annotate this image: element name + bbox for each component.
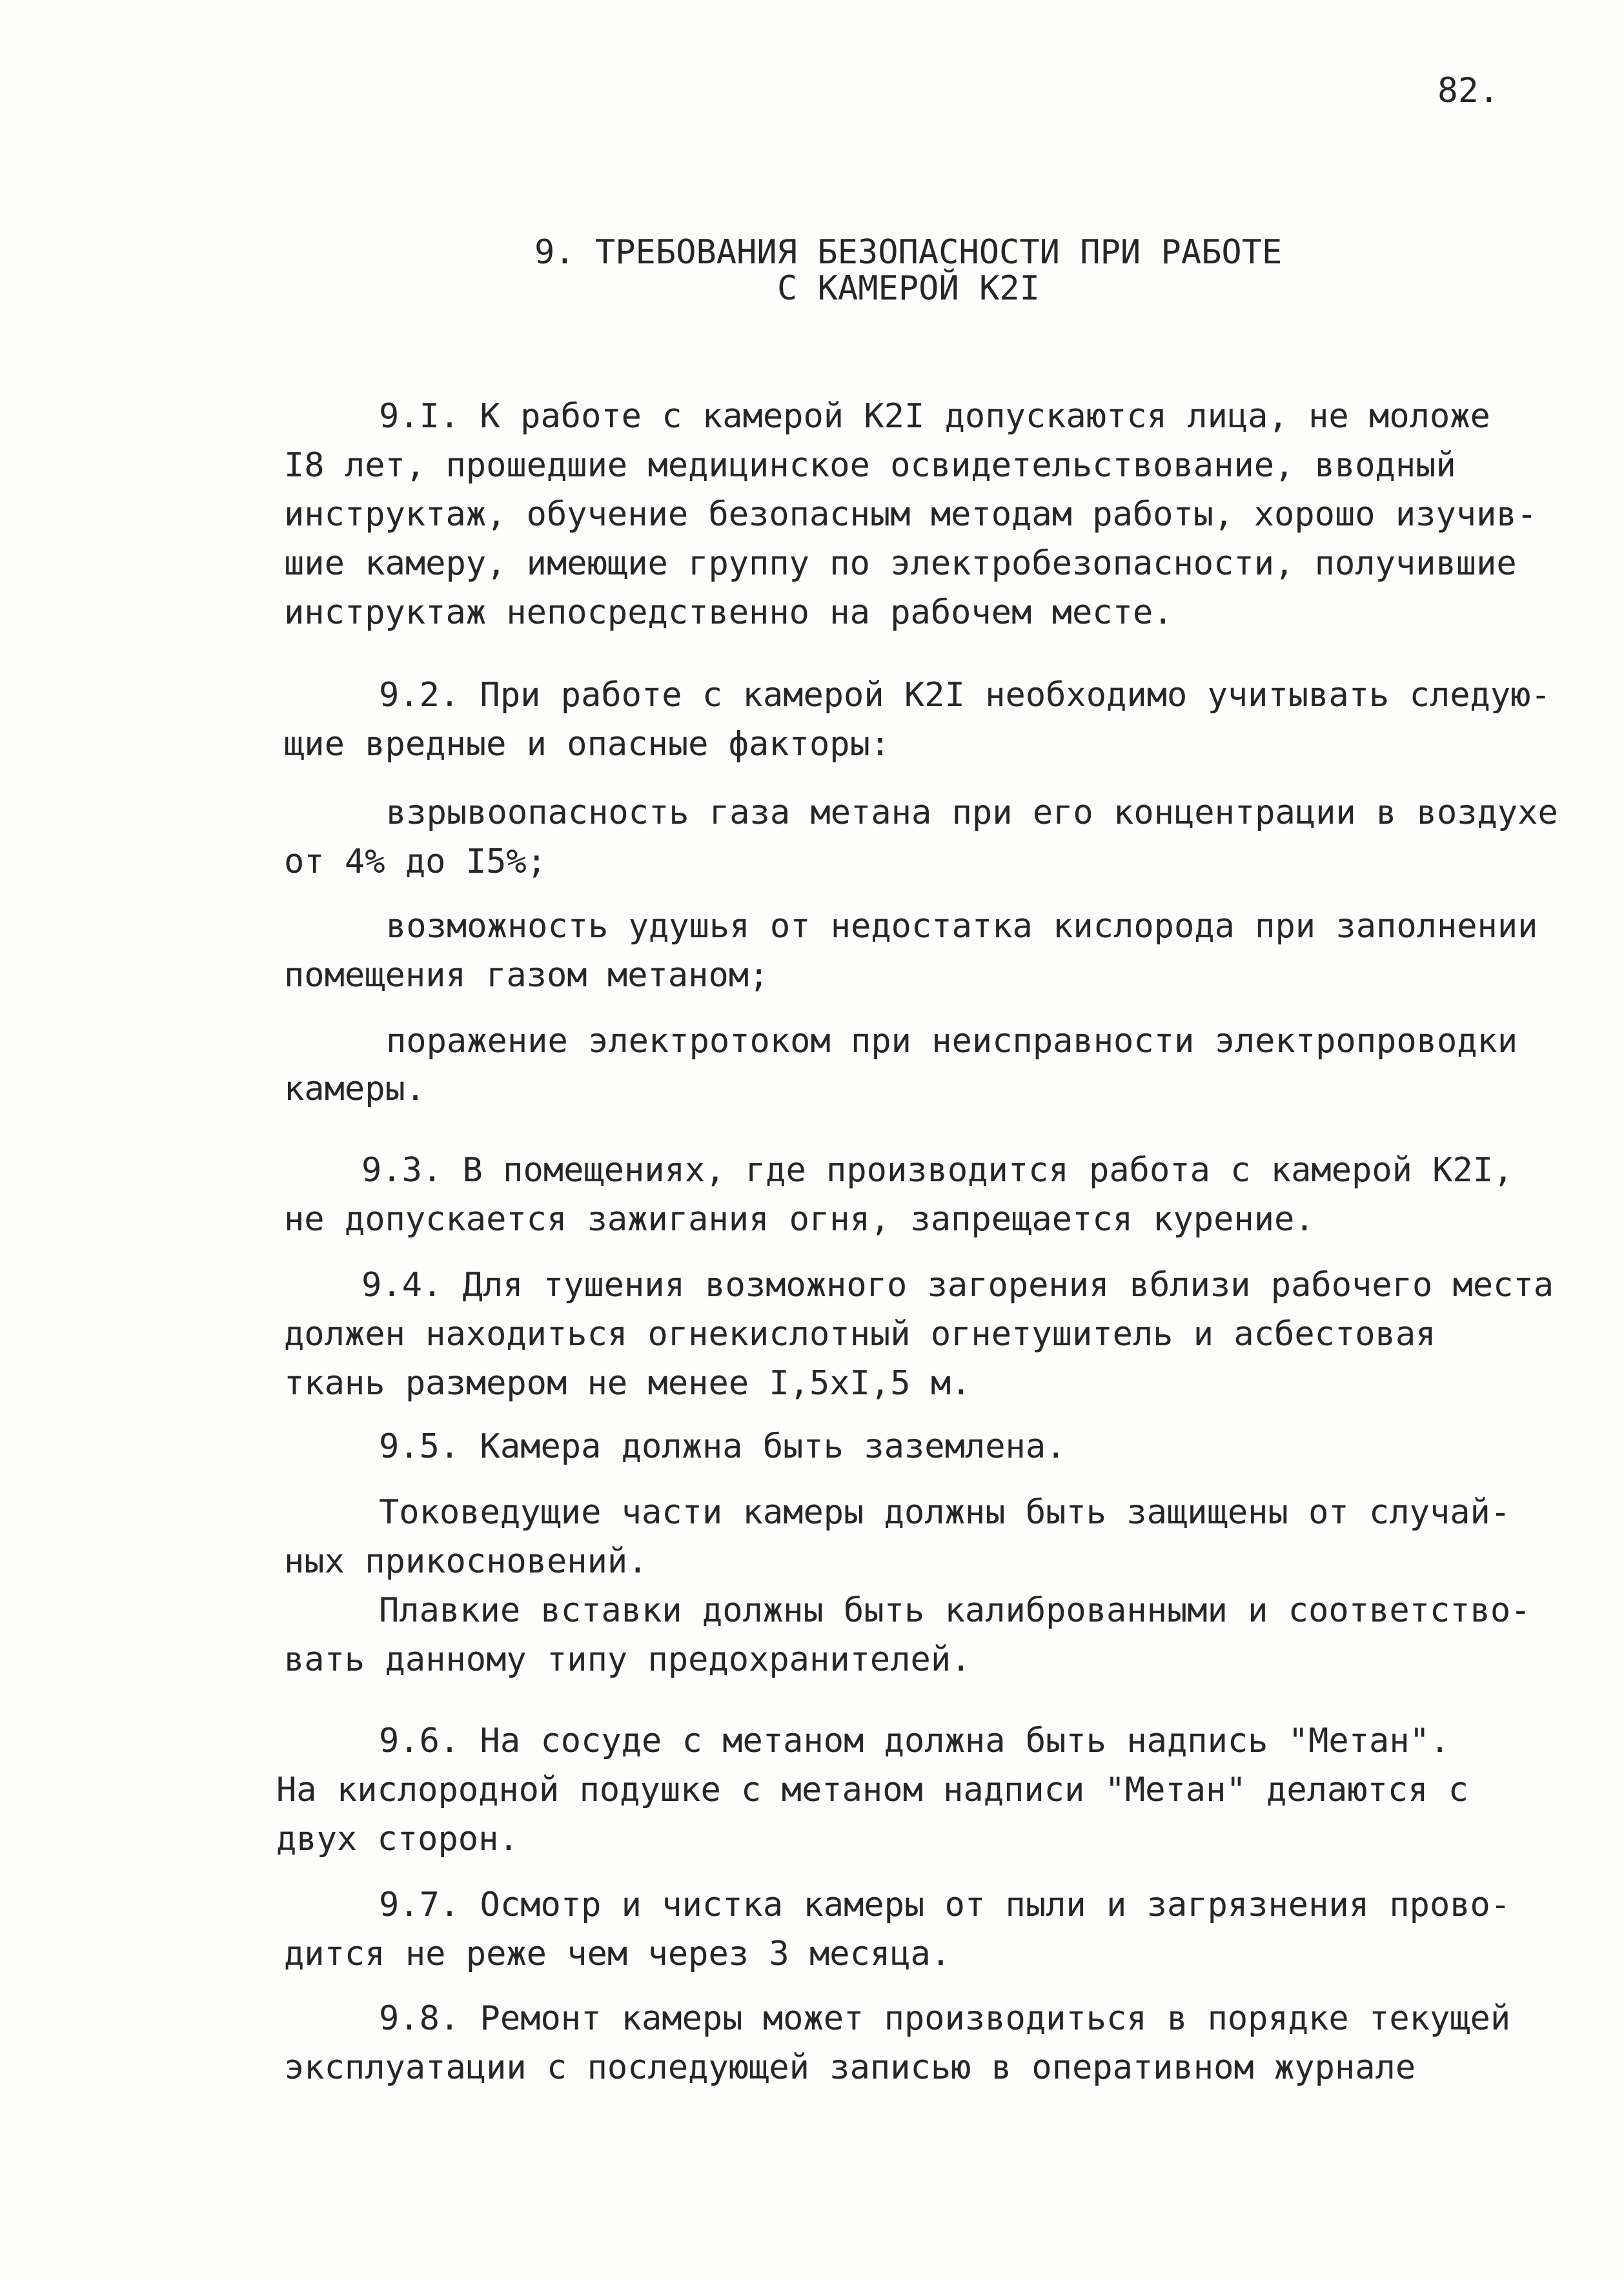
text-line: инструктаж непосредственно на рабочем месте. [284,593,1173,632]
text-line: 9.2. При работе с камерой К2I необходимо учитывать следую- [379,676,1551,715]
text-line: шие камеру, имеющие группу по электробезопасности, получившие [284,544,1517,583]
text-line: Плавкие вставки должны быть калиброванными и соответство- [379,1591,1531,1630]
text-line: 9.7. Осмотр и чистка камеры от пыли и загрязнения прово- [379,1886,1511,1924]
text-line: На кислородной подушке с метаном надписи "Метан" делаются с [276,1771,1469,1809]
text-line: возможность удушья от недостатка кислорода при заполнении [386,907,1538,946]
text-line: 9.3. В помещениях, где производится работа с камерой К2I, [361,1151,1514,1190]
text-line: поражение электротоком при неисправности электропроводки [386,1022,1518,1061]
text-line: эксплуатации с последующей записью в оперативном журнале [284,2048,1416,2087]
text-line: 9.4. Для тушения возможного загорения вблизи рабочего места [361,1266,1554,1305]
text-line: щие вредные и опасные факторы: [284,725,891,764]
page-number: 82. [1437,71,1499,110]
text-line: Токоведущие части камеры должны быть защищены от случай- [379,1493,1511,1532]
text-line: инструктаж, обучение безопасным методам работы, хорошо изучив- [284,495,1538,534]
text-line: ных прикосновений. [284,1542,648,1581]
text-line: 9.8. Ремонт камеры может производиться в порядке текущей [379,1999,1511,2038]
text-line: 9.I. К работе с камерой К2I допускаются лица, не моложе [379,397,1490,436]
text-line: должен находиться огнекислотный огнетушитель и асбестовая [284,1315,1436,1354]
text-line: взрывоопасность газа метана при его концентрации в воздухе [386,793,1558,832]
section-heading-line-1: 9. ТРЕБОВАНИЯ БЕЗОПАСНОСТИ ПРИ РАБОТЕ [534,233,1283,272]
text-line: двух сторон. [276,1820,519,1858]
section-heading-line-2: С КАМЕРОЙ К2I [777,269,1040,308]
text-line: камеры. [284,1070,426,1108]
text-line: от 4% до I5%; [284,842,547,881]
text-line: вать данному типу предохранителей. [284,1640,971,1679]
text-line: дится не реже чем через 3 месяца. [284,1935,951,1973]
text-line: не допускается зажигания огня, запрещается курение. [284,1200,1315,1239]
text-line: ткань размером не менее I,5хI,5 м. [284,1364,971,1403]
text-line: 9.6. На сосуде с метаном должна быть надпись "Метан". [379,1722,1450,1760]
text-line: помещения газом метаном; [284,956,769,995]
text-line: I8 лет, прошедшие медицинское освидетельствование, вводный [284,446,1456,485]
text-line: 9.5. Камера должна быть заземлена. [379,1427,1066,1466]
